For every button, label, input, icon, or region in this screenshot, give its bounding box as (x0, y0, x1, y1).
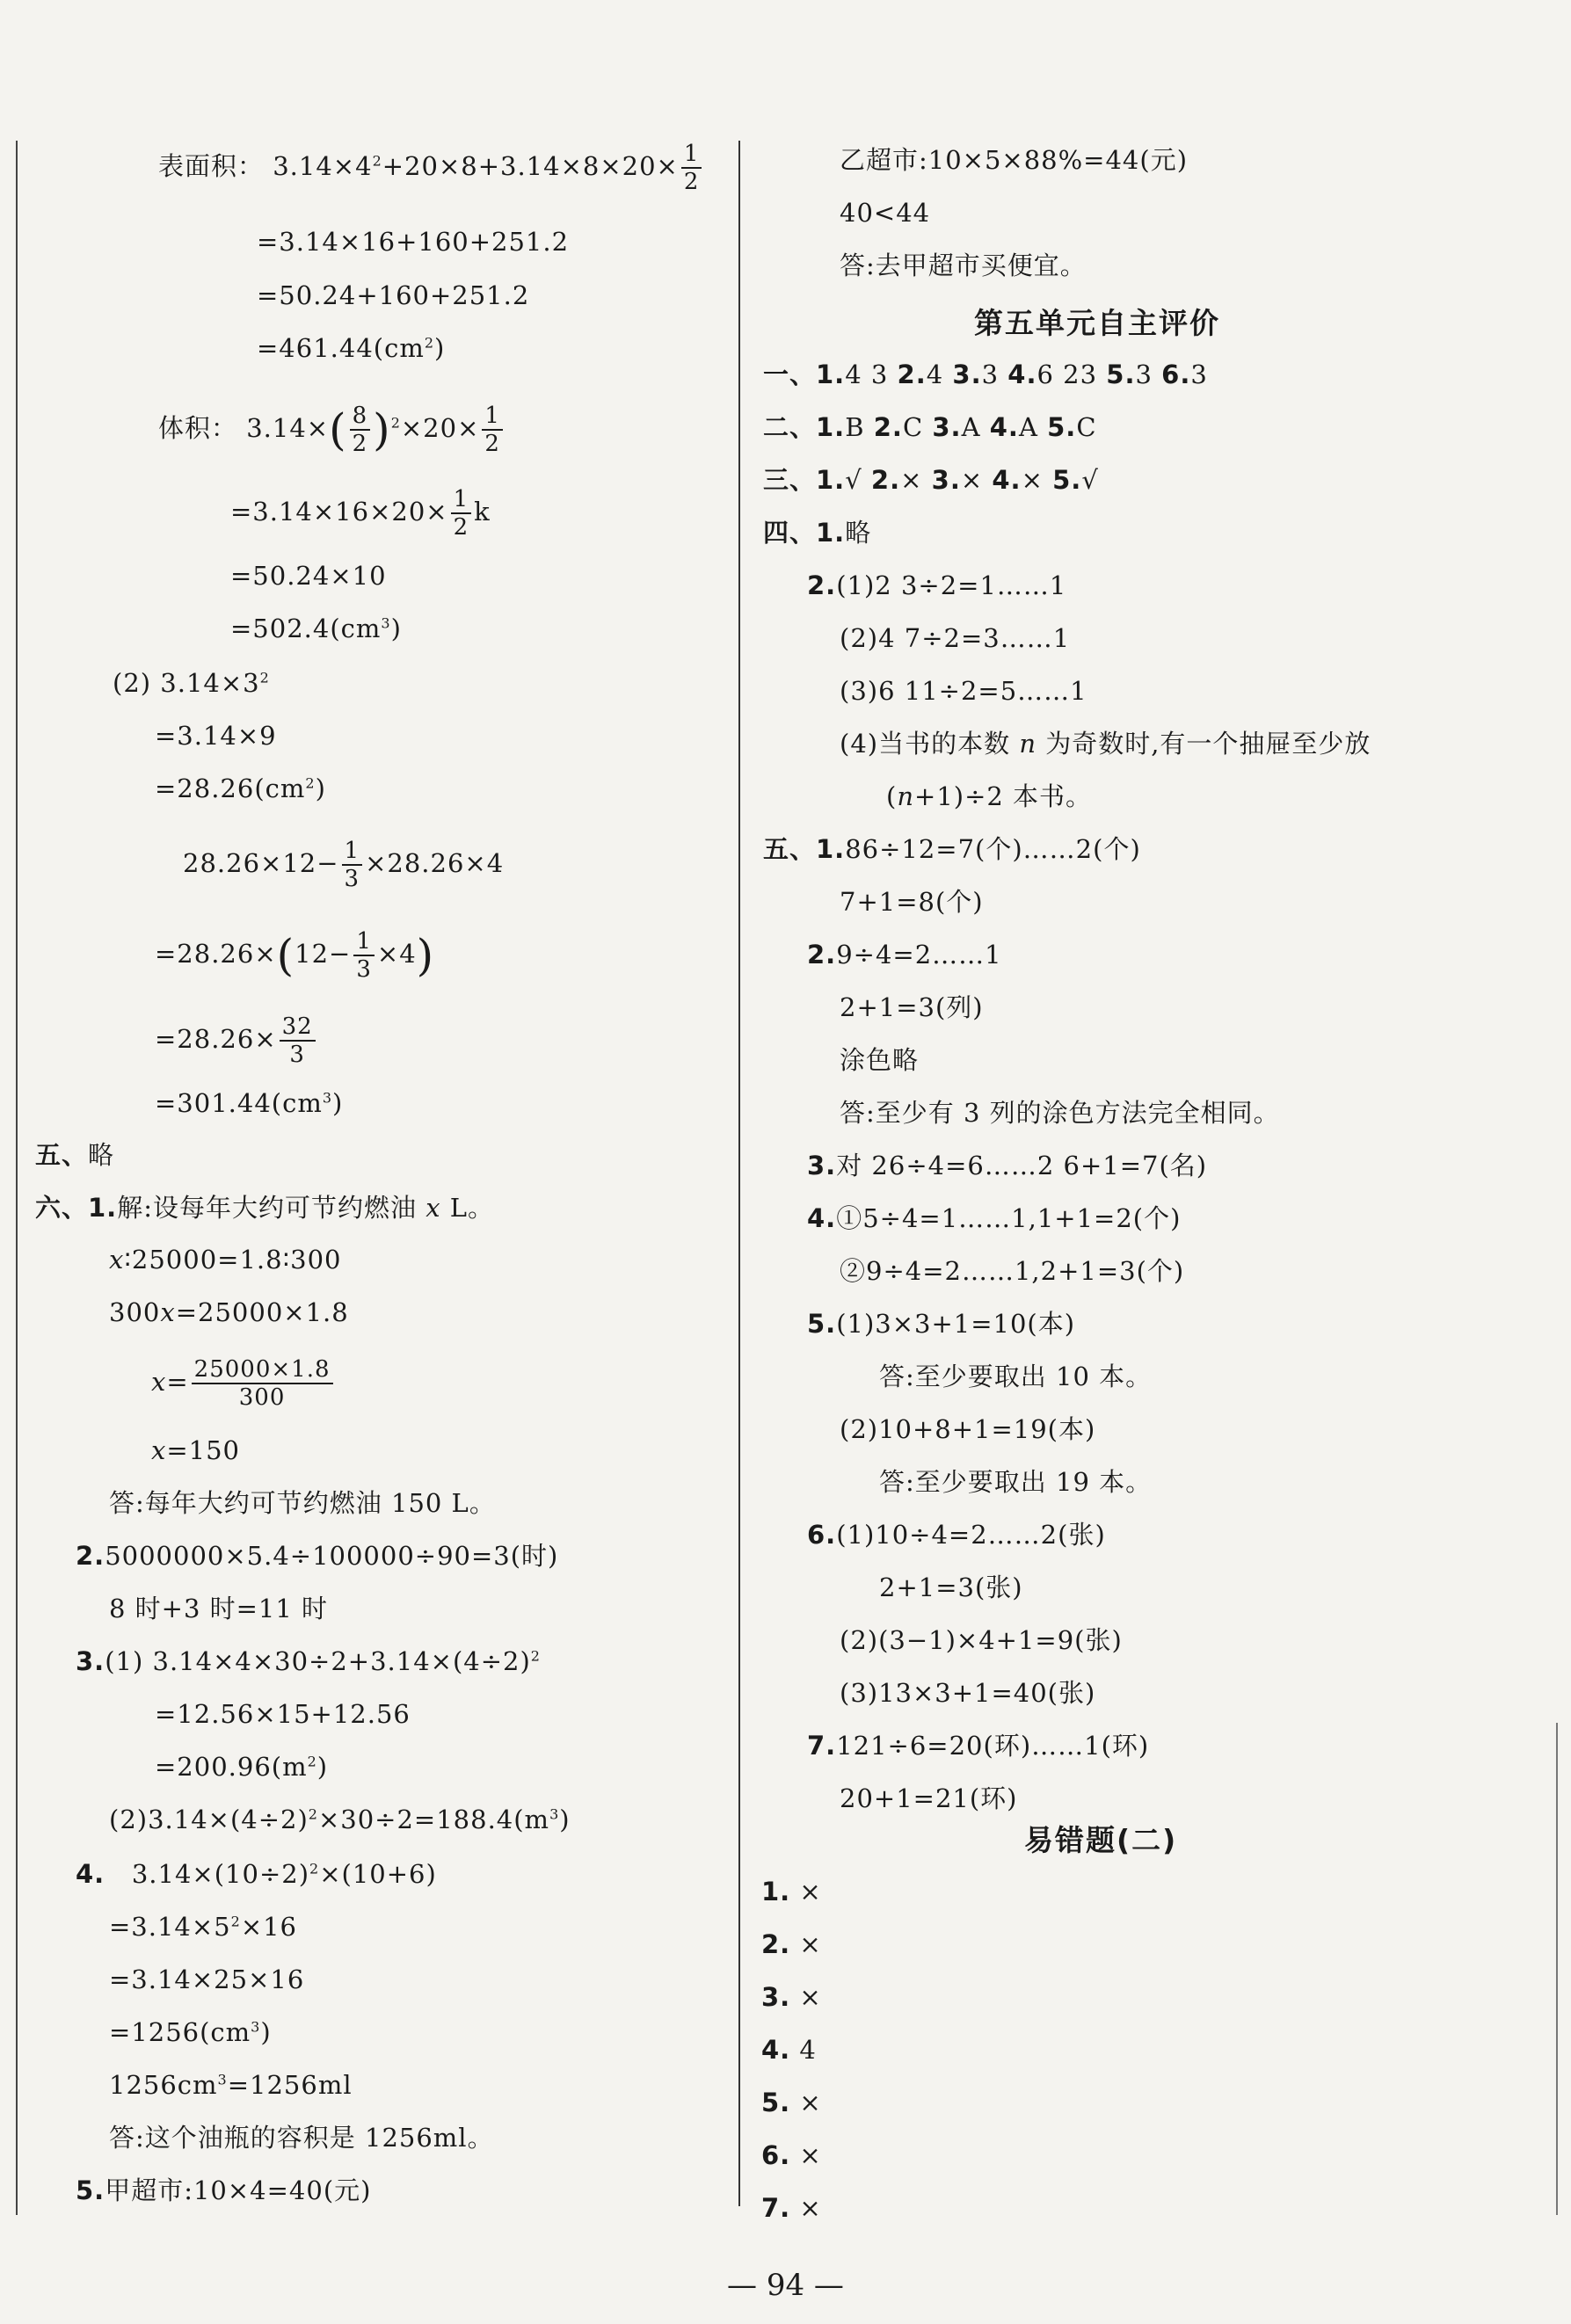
s6-line-2: x∶25000=1.8∶300 (109, 1245, 342, 1275)
left-margin-rule (16, 141, 18, 2215)
fraction-half: $\frac{1}{2}$ (681, 142, 702, 193)
u5-s5-q4b: ②9÷4=2……1,2+1=3(个) (840, 1256, 1185, 1286)
unit5-title: 第五单元自主评价 (974, 306, 1220, 340)
column-divider (738, 141, 740, 2206)
err-item-4: 4. 4 (761, 2035, 817, 2065)
q3-line-4: $(2)3.14\times(4\div 2)^2\times 30\div 2=188.4(m^3)$ (109, 1805, 571, 1834)
u5-s5-q4a: 4.①5÷4=1……1,1+1=2(个) (807, 1203, 1182, 1233)
q4-line-3: =3.14×25×16 (109, 1965, 305, 1994)
part2-line-4: 28.26×12− $\frac{1}{3}$ ×28.26×4 (183, 838, 505, 892)
error-questions-title: 易错题(二) (1024, 1823, 1178, 1857)
u5-s5-q6d: (3)13×3+1=40(张) (840, 1678, 1096, 1708)
q4-line-5: $1256cm^3=1256ml$ (109, 2070, 353, 2100)
u5-s5-q2b: 2+1=3(列) (840, 992, 984, 1022)
section-6-q1: 六、1.解:设每年大约可节约燃油 x L。 (35, 1193, 495, 1223)
u5-section-4: 四、1.略 (763, 518, 872, 548)
surface-area-line-3: =50.24+160+251.2 (257, 280, 530, 310)
err-item-5: 5. × (761, 2088, 822, 2117)
u5-s4-q2b: (2)4 7÷2=3……1 (840, 623, 1071, 653)
q2-line-2: 8 时+3 时=11 时 (109, 1594, 329, 1623)
s6-line-4: x= $\frac{25000\times 1.8}{300}$ (151, 1358, 336, 1409)
r-line-2: 40<44 (840, 198, 931, 228)
u5-section-2: 二、1.B 2.C 3.A 4.A 5.C (763, 412, 1097, 442)
u5-s4-q2a: 2.(1)2 3÷2=1……1 (807, 570, 1067, 600)
u5-s4-q2d: (4)当书的本数 n 为奇数时,有一个抽屉至少放 (840, 729, 1371, 759)
volume-line-2: =3.14×16×20× $\frac{1}{2}$ k (230, 486, 491, 541)
u5-s5-q6b: 2+1=3(张) (879, 1572, 1023, 1602)
u5-s5-q5a: 5.(1)3×3+1=10(本) (807, 1309, 1076, 1339)
q4-line-1: 4. $3.14\times(10\div 2)^2\times(10+6)$ (76, 1859, 437, 1889)
u5-s5-q5c: (2)10+8+1=19(本) (840, 1414, 1096, 1444)
u5-section-1: 一、1.4 3 2.4 3.3 4.6 23 5.3 6.3 (763, 359, 1208, 389)
q4-line-2: $=3.14\times 5^2\times 16$ (109, 1912, 298, 1942)
err-item-3: 3. × (761, 1982, 822, 2012)
r-line-1: 乙超市:10×5×88%=44(元) (840, 145, 1189, 175)
surface-area-line-2: =3.14×16+160+251.2 (257, 227, 570, 257)
volume-line-1: 体积： 3.14×( $\frac{8}{2}$ )$^2$×20× $\frac{1}{2}$ (158, 404, 505, 455)
part2-line-2: =3.14×9 (155, 721, 277, 751)
err-item-1: 1. × (761, 1877, 822, 1906)
err-item-6: 6. × (761, 2140, 822, 2170)
part2-line-5: =28.26×(12− $\frac{1}{3}$ ×4) (155, 928, 435, 983)
section-5-heading: 五、略 (35, 1140, 115, 1170)
u5-s5-q1b: 7+1=8(个) (840, 887, 984, 917)
page-number: — 94 — (727, 2268, 844, 2303)
u5-s5-q2d: 答:至少有 3 列的涂色方法完全相同。 (840, 1098, 1280, 1128)
volume-line-4: $=502.4(cm^3)$ (230, 614, 402, 643)
u5-s5-q5b: 答:至少要取出 10 本。 (879, 1362, 1153, 1391)
q3-line-2: =12.56×15+12.56 (155, 1699, 411, 1729)
q4-line-4: $=1256(cm^3)$ (109, 2017, 272, 2047)
part2-line-6: =28.26× $\frac{32}{3}$ (155, 1015, 318, 1066)
s6-line-5: x=150 (151, 1435, 241, 1465)
u5-s5-q7b: 20+1=21(环) (840, 1783, 1018, 1813)
u5-section-5: 五、1.86÷12=7(个)……2(个) (763, 834, 1141, 864)
part2-line-7: $=301.44(cm^3)$ (155, 1088, 344, 1118)
part2-line-3: $=28.26(cm^2)$ (155, 773, 326, 803)
u5-s4-q2c: (3)6 11÷2=5……1 (840, 676, 1087, 706)
volume-line-3: =50.24×10 (230, 561, 387, 591)
u5-s5-q6c: (2)(3−1)×4+1=9(张) (840, 1625, 1123, 1655)
err-item-7: 7. × (761, 2193, 822, 2223)
q2-line-1: 2.5000000×5.4÷100000÷90=3(时) (76, 1541, 559, 1571)
u5-s4-q2e: (n+1)÷2 本书。 (886, 781, 1093, 811)
err-item-2: 2. × (761, 1929, 822, 1959)
q3-line-1: 3.(1) $3.14\times 4\times 30\div 2+3.14\times(4\div 2)^2$ (76, 1646, 541, 1676)
q4-answer: 答:这个油瓶的容积是 1256ml。 (109, 2123, 494, 2153)
q5-line-1: 5.甲超市:10×4=40(元) (76, 2175, 372, 2205)
u5-s5-q2a: 2.9÷4=2……1 (807, 940, 1002, 970)
page-edge-mark (1556, 1723, 1558, 2215)
s6-line-3: 300x=25000×1.8 (109, 1297, 349, 1327)
u5-s5-q2c: 涂色略 (840, 1045, 920, 1075)
surface-area-line-1: 表面积： $3.14\times 4^2+20\times 8+3.14\times 8\times 20\times$ $\frac{1}{2}$ (158, 142, 704, 193)
s6-answer: 答:每年大约可节约燃油 150 L。 (109, 1488, 496, 1518)
u5-s5-q5d: 答:至少要取出 19 本。 (879, 1467, 1153, 1497)
u5-s5-q7a: 7.121÷6=20(环)……1(环) (807, 1731, 1150, 1761)
part2-line-1: (2) $3.14\times 3^2$ (113, 668, 270, 698)
u5-s5-q3: 3.对 26÷4=6……2 6+1=7(名) (807, 1151, 1208, 1180)
q3-line-3: $=200.96(m^2)$ (155, 1752, 329, 1782)
u5-s5-q6a: 6.(1)10÷4=2……2(张) (807, 1520, 1106, 1550)
surface-area-line-4: $=461.44(cm^2)$ (257, 333, 446, 363)
u5-section-3: 三、1.√ 2.× 3.× 4.× 5.√ (763, 465, 1099, 495)
r-line-3: 答:去甲超市买便宜。 (840, 251, 1087, 280)
